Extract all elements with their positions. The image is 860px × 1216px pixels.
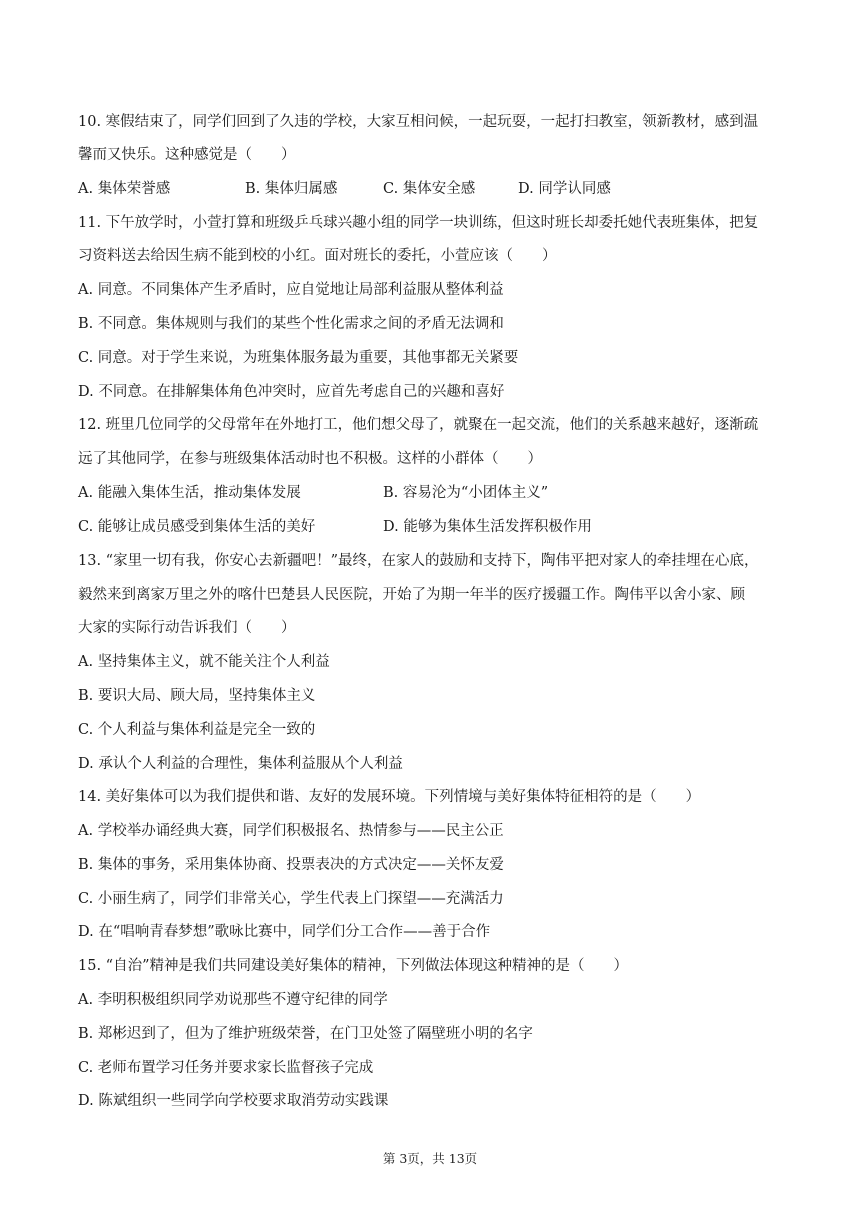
q14-option-c: C. 小丽生病了，同学们非常关心，学生代表上门探望——充满活力 [78,891,504,907]
q12-option-a: A. 能融入集体生活，推动集体发展 [78,485,301,501]
q10-option-b: B. 集体归属感 [245,181,338,197]
q10-options-row [78,179,778,199]
q10-option-d: D. 同学认同感 [518,181,611,197]
q13-stem-line-3: 大家的实际行动告诉我们（ ） [78,620,296,636]
q12-options-row-1 [78,483,778,503]
q12-option-d: D. 能够为集体生活发挥积极作用 [383,519,592,535]
q11-option-c: C. 同意。对于学生来说，为班集体服务最为重要，其他事都无关紧要 [78,350,519,366]
q15-option-c: C. 老师布置学习任务并要求家长监督孩子完成 [78,1060,374,1076]
q10-stem-line-1: 10. 寒假结束了，同学们回到了久违的学校，大家互相问候，一起玩耍，一起打扫教室，领新教材，感到温 [78,114,759,130]
q15-option-d: D. 陈斌组织一些同学向学校要求取消劳动实践课 [78,1093,389,1109]
q13-option-d: D. 承认个人利益的合理性，集体利益服从个人利益 [78,756,403,772]
q10-option-c: C. 集体安全感 [383,181,476,197]
q14-option-b: B. 集体的事务，采用集体协商、投票表决的方式决定——关怀友爱 [78,857,504,873]
q14-option-d: D. 在“唱响青春梦想”歌咏比赛中，同学们分工合作——善于合作 [78,924,491,940]
q14-stem-line-1: 14. 美好集体可以为我们提供和谐、友好的发展环境。下列情境与美好集体特征相符的是（ ） [78,789,701,805]
q11-option-d: D. 不同意。在排解集体角色冲突时，应首先考虑自己的兴趣和喜好 [78,384,505,400]
q13-stem-line-2: 毅然来到离家万里之外的喀什巴楚县人民医院，开始了为期一年半的医疗援疆工作。陶伟平以舍小家、顾 [78,587,745,603]
q10-option-a: A. 集体荣誉感 [78,181,171,197]
q14-option-a: A. 学校举办诵经典大赛，同学们积极报名、热情参与——民主公正 [78,823,504,839]
q13-option-c: C. 个人利益与集体利益是完全一致的 [78,722,316,738]
q12-option-b: B. 容易沦为“小团体主义” [383,485,549,501]
q15-option-b: B. 郑彬迟到了，但为了维护班级荣誉，在门卫处签了隔壁班小明的名字 [78,1026,533,1042]
q12-stem-line-1: 12. 班里几位同学的父母常年在外地打工，他们想父母了，就聚在一起交流，他们的关系越来越好，逐渐疏 [78,417,759,433]
q15-option-a: A. 李明积极组织同学劝说那些不遵守纪律的同学 [78,992,388,1008]
q12-stem-line-2: 远了其他同学，在参与班级集体活动时也不积极。这样的小群体（ ） [78,451,542,467]
q13-option-b: B. 要识大局、顾大局，坚持集体主义 [78,688,316,704]
page-number-footer: 第 3页，共 13页 [382,1151,478,1166]
q11-stem-line-2: 习资料送去给因生病不能到校的小红。面对班长的委托，小萱应该（ ） [78,248,557,264]
q12-options-row-2 [78,517,778,537]
q13-stem-line-1: 13. “家里一切有我，你安心去新疆吧！”最终，在家人的鼓励和支持下，陶伟平把对家人的牵挂埋在心底， [78,553,759,569]
q15-stem-line-1: 15. “自治”精神是我们共同建设美好集体的精神，下列做法体现这种精神的是（ ） [78,958,628,974]
q13-option-a: A. 坚持集体主义，就不能关注个人利益 [78,654,330,670]
q12-option-c: C. 能够让成员感受到集体生活的美好 [78,519,316,535]
q11-option-a: A. 同意。不同集体产生矛盾时，应自觉地让局部利益服从整体利益 [78,282,504,298]
q11-stem-line-1: 11. 下午放学时，小萱打算和班级乒乓球兴趣小组的同学一块训练，但这时班长却委托她代表班集体，把复 [78,215,759,231]
q10-stem-line-2: 馨而又快乐。这种感觉是（ ） [78,147,296,163]
q11-option-b: B. 不同意。集体规则与我们的某些个性化需求之间的矛盾无法调和 [78,316,504,332]
